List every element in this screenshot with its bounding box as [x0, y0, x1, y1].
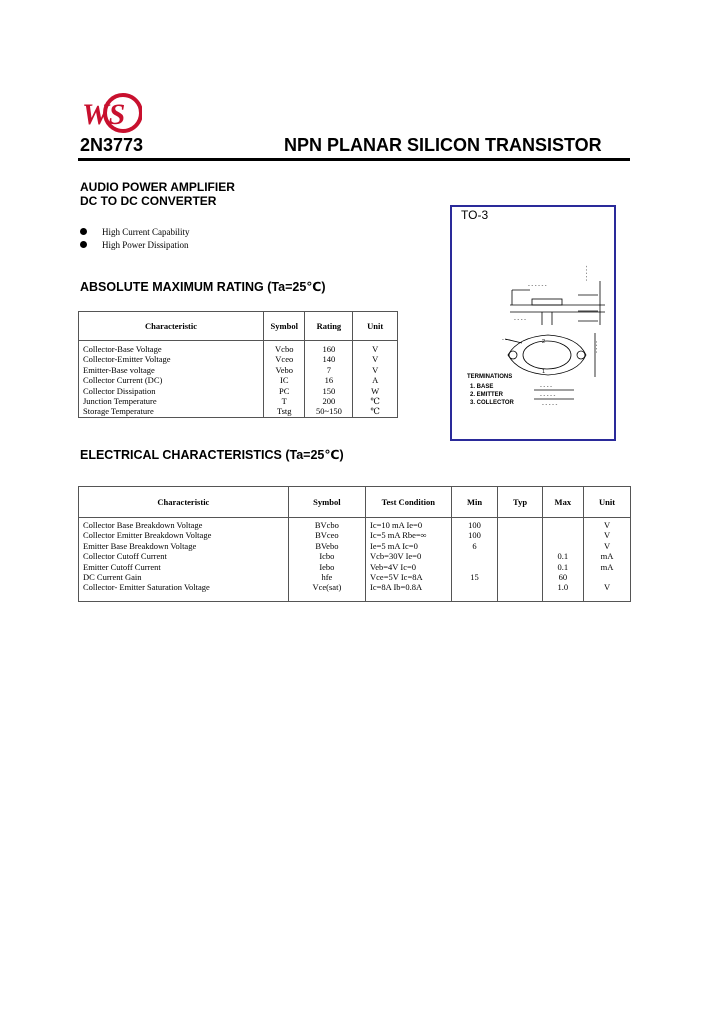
- table-cell: [500, 520, 539, 530]
- table-header-row: [79, 487, 631, 518]
- table-header-row: [79, 312, 398, 341]
- table-cell: IC: [280, 375, 289, 386]
- bullet-icon: [80, 228, 87, 235]
- table-cell: Vce(sat): [312, 582, 342, 593]
- unit-cell: [584, 518, 631, 602]
- table-cell: Veb=4V Ic=0: [370, 561, 417, 572]
- table-cell: Storage Temperature: [83, 406, 154, 417]
- table-cell: mA: [600, 561, 614, 572]
- symbol-cell: [288, 518, 365, 602]
- table-cell: [500, 572, 539, 582]
- svg-text:- - - -: - - - -: [514, 317, 526, 323]
- table-cell: Collector Emitter Breakdown Voltage: [83, 530, 212, 541]
- col-header: Unit: [584, 487, 631, 518]
- svg-text:1: 1: [542, 369, 546, 375]
- col-header: Unit: [353, 312, 398, 341]
- table-cell: [454, 551, 496, 561]
- application-1: AUDIO POWER AMPLIFIER: [80, 180, 235, 194]
- table-cell: V: [603, 582, 611, 593]
- table-cell: Collector Base Breakdown Voltage: [83, 520, 203, 530]
- table-cell: [500, 551, 539, 561]
- table-cell: 200: [322, 395, 336, 406]
- col-header: Symbol: [288, 487, 365, 518]
- package-name: TO-3: [461, 208, 489, 222]
- abs-max-title: ABSOLUTE MAXIMUM RATING (Ta=25℃): [80, 280, 326, 294]
- table-cell: V: [603, 530, 611, 541]
- svg-text:- - -: - - -: [502, 337, 511, 343]
- table-cell: 150: [322, 385, 336, 396]
- table-cell: V: [372, 354, 379, 365]
- table-cell: Vebo: [275, 364, 293, 375]
- col-header: Symbol: [264, 312, 305, 341]
- table-cell: V: [603, 540, 611, 551]
- table-cell: 1.0: [557, 582, 569, 593]
- table-cell: Ic=8A Ib=0.8A: [370, 582, 423, 593]
- table-cell: V: [372, 344, 379, 354]
- table-cell: Collector Current (DC): [83, 375, 163, 386]
- table-cell: 7: [326, 364, 332, 375]
- table-cell: hfe: [321, 571, 333, 582]
- table-cell: Collector-Emitter Voltage: [83, 354, 171, 365]
- feature-item: [80, 226, 190, 238]
- col-header: Max: [542, 487, 583, 518]
- table-cell: 16: [324, 375, 334, 386]
- rating-cell: [305, 341, 353, 418]
- package-outline-drawing: [450, 205, 616, 441]
- table-cell: Collector Cutoff Current: [83, 551, 167, 562]
- table-cell: 160: [322, 344, 336, 354]
- characteristic-cell: [79, 518, 289, 602]
- table-cell: Vce=5V Ic=8A: [370, 571, 423, 582]
- table-cell: Vcb=30V Ie=0: [370, 551, 422, 562]
- table-cell: Tstg: [276, 406, 292, 417]
- feature-text: High Power Dissipation: [102, 240, 189, 250]
- col-header: Typ: [498, 487, 542, 518]
- unit-cell: [353, 341, 398, 418]
- termination-item: 2. EMITTER: [470, 392, 504, 398]
- table-cell: A: [372, 375, 379, 386]
- table-cell: [545, 520, 581, 530]
- table-cell: 60: [558, 571, 568, 582]
- table-cell: Ie=5 mA Ic=0: [370, 540, 418, 551]
- ws-logo: [80, 92, 142, 134]
- col-header: Test Condition: [366, 487, 452, 518]
- termination-item: 3. COLLECTOR: [470, 400, 514, 406]
- max-cell: [542, 518, 583, 602]
- feature-item: [80, 239, 189, 251]
- table-cell: T: [281, 395, 287, 406]
- table-cell: Collector- Emitter Saturation Voltage: [83, 582, 210, 593]
- table-cell: 0.1: [557, 561, 569, 572]
- table-cell: V: [603, 520, 611, 530]
- table-cell: 100: [468, 520, 481, 530]
- table-body-row: [79, 518, 631, 602]
- part-number: 2N3773: [80, 135, 144, 155]
- table-cell: [586, 572, 628, 582]
- table-cell: 6: [472, 540, 477, 551]
- col-header: Rating: [305, 312, 353, 341]
- table-cell: [500, 562, 539, 572]
- feature-text: High Current Capability: [102, 227, 190, 237]
- table-cell: Ic=10 mA Ie=0: [370, 520, 423, 530]
- svg-text:- - - -: - - - -: [540, 384, 552, 390]
- table-body-row: [79, 341, 398, 418]
- terminations-title: TERMINATIONS: [467, 374, 513, 380]
- table-cell: [454, 582, 496, 592]
- col-header: Characteristic: [79, 312, 264, 341]
- table-cell: Vcbo: [275, 344, 294, 354]
- table-cell: DC Current Gain: [83, 571, 142, 582]
- table-cell: BVcbo: [314, 520, 339, 530]
- table-cell: Collector Dissipation: [83, 385, 156, 396]
- table-cell: BVceo: [315, 530, 339, 541]
- svg-text:2: 2: [542, 339, 546, 345]
- table-cell: 140: [322, 354, 336, 365]
- svg-text:- - - - -: - - - - -: [542, 402, 558, 408]
- table-cell: BVebo: [315, 540, 339, 551]
- col-header: Min: [451, 487, 498, 518]
- bullet-icon: [80, 241, 87, 248]
- table-cell: Icbo: [319, 551, 335, 562]
- page-title: NPN PLANAR SILICON TRANSISTOR: [284, 135, 602, 155]
- table-cell: ℃: [370, 406, 380, 417]
- svg-text:- - - - -: - - - - -: [540, 393, 556, 399]
- table-cell: [454, 562, 496, 572]
- table-cell: ℃: [370, 395, 380, 406]
- table-cell: 0.1: [557, 551, 569, 562]
- test-condition-cell: [366, 518, 452, 602]
- table-cell: PC: [279, 385, 290, 396]
- table-cell: V: [372, 364, 379, 375]
- table-cell: Emitter Base Breakdown Voltage: [83, 540, 197, 551]
- typ-cell: [498, 518, 542, 602]
- table-cell: [500, 582, 539, 592]
- table-cell: Vceo: [275, 354, 294, 365]
- symbol-cell: [264, 341, 305, 418]
- table-cell: Iebo: [319, 561, 335, 572]
- table-cell: Junction Temperature: [83, 395, 157, 406]
- application-2: DC TO DC CONVERTER: [80, 194, 217, 208]
- table-cell: [500, 530, 539, 540]
- col-header: Characteristic: [79, 487, 289, 518]
- table-cell: 15: [470, 571, 479, 582]
- termination-item: 1. BASE: [470, 384, 494, 390]
- svg-text:- - - - - -: - - - - - -: [528, 283, 547, 289]
- table-cell: 50~150: [315, 406, 342, 417]
- table-cell: 100: [468, 530, 481, 541]
- svg-text:- - - - -: - - - - -: [584, 265, 590, 281]
- table-cell: mA: [600, 551, 614, 562]
- table-cell: [545, 530, 581, 540]
- elec-table: [78, 486, 631, 602]
- characteristic-cell: [79, 341, 264, 418]
- table-cell: Collector-Base Voltage: [83, 344, 162, 354]
- table-cell: [545, 541, 581, 551]
- table-cell: Emitter-Base voltage: [83, 364, 155, 375]
- abs-max-table: [78, 311, 398, 418]
- table-cell: Ic=5 mA Rbe=∞: [370, 530, 427, 541]
- elec-title: ELECTRICAL CHARACTERISTICS (Ta=25℃): [80, 448, 344, 462]
- table-cell: [500, 541, 539, 551]
- table-cell: Emitter Cutoff Current: [83, 561, 161, 572]
- table-cell: W: [371, 385, 380, 396]
- svg-text:- - - -: - - - -: [594, 341, 600, 353]
- svg-text:WS: WS: [82, 98, 126, 131]
- header-rule: [78, 158, 630, 161]
- min-cell: [451, 518, 498, 602]
